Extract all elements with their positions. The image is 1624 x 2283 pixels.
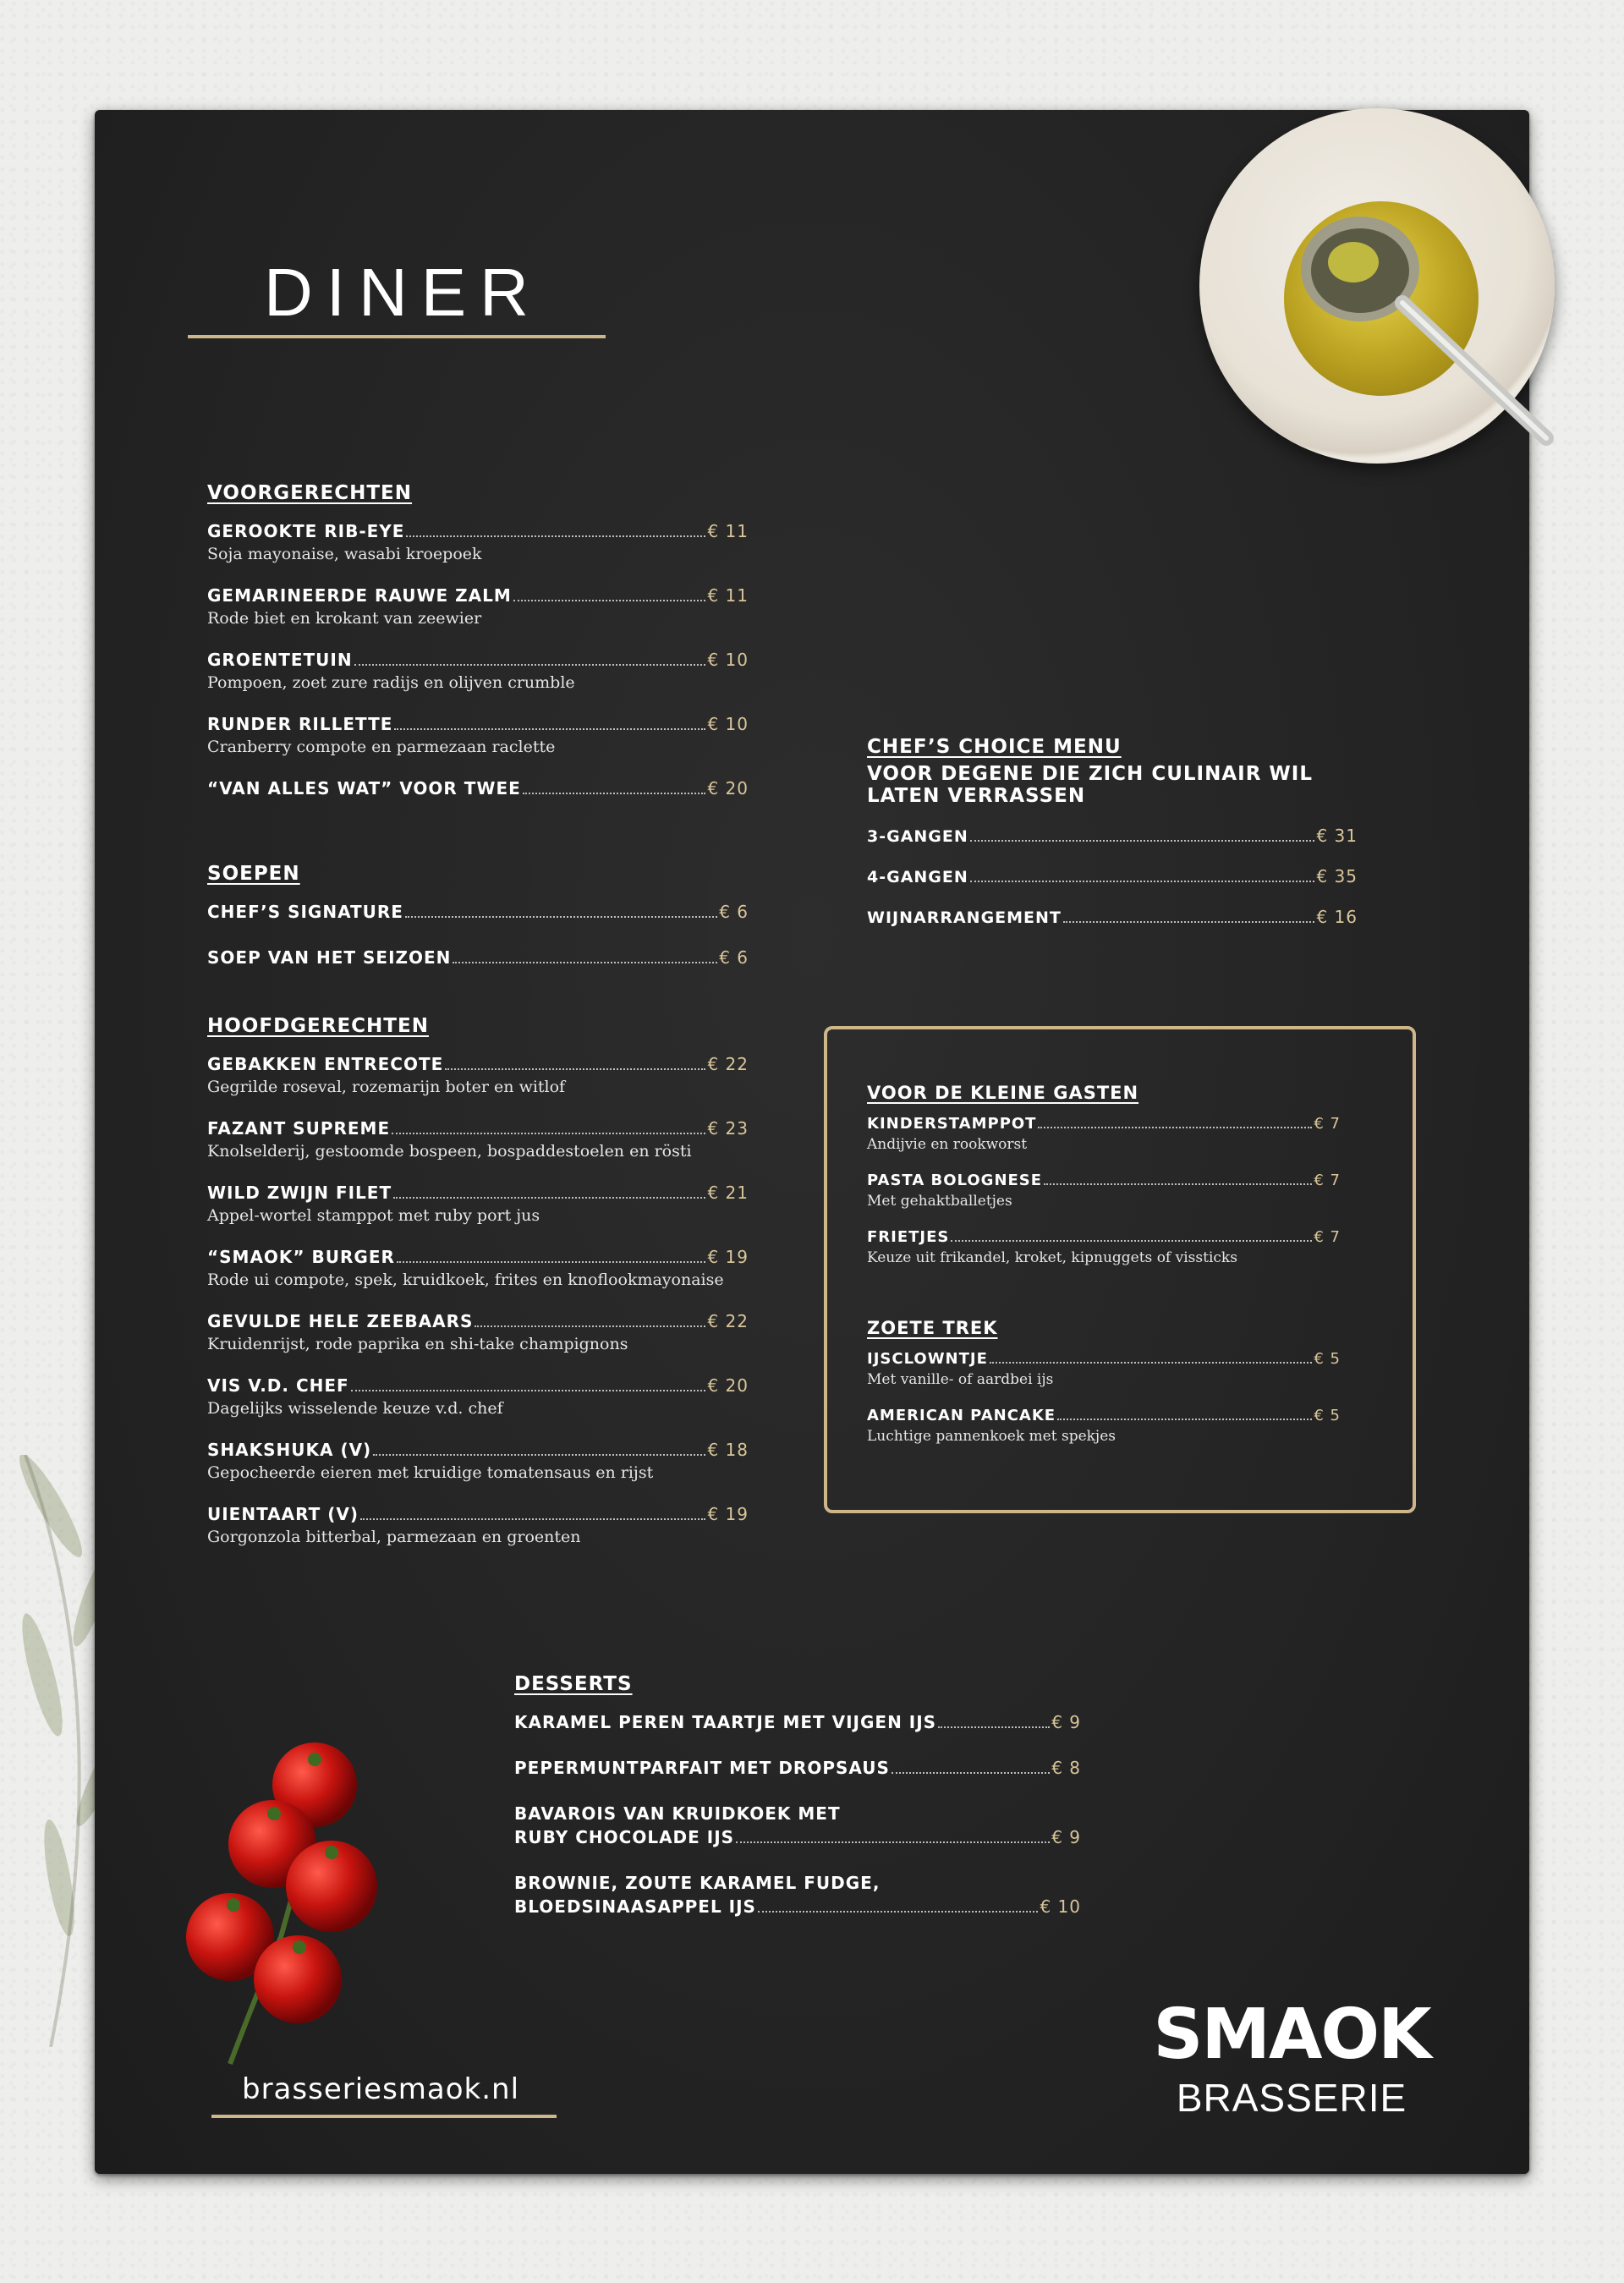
menu-item <box>867 866 1358 886</box>
item-price: € 5 <box>1314 1350 1341 1368</box>
section-chefs-choice <box>867 736 1358 949</box>
item-name: RUBY CHOCOLADE IJS <box>514 1827 735 1847</box>
item-description: Luchtige pannenkoek met spekjes <box>867 1428 1116 1445</box>
item-price: € 23 <box>707 1118 749 1139</box>
item-name: IJSCLOWNTJE <box>867 1350 988 1368</box>
item-description: Rode ui compote, spek, kruidkoek, frites en knoflookmayonaise <box>207 1270 724 1289</box>
section-heading: SOEPEN <box>207 863 300 885</box>
section-voorgerechten <box>207 482 749 820</box>
item-price: € 7 <box>1314 1115 1341 1133</box>
menu-item <box>867 1172 1341 1210</box>
section-heading: VOOR DE KLEINE GASTEN <box>867 1083 1139 1103</box>
item-name: BLOEDSINAASAPPEL IJS <box>514 1896 756 1917</box>
item-name: KINDERSTAMPPOT <box>867 1115 1037 1133</box>
item-price: € 9 <box>1051 1712 1081 1732</box>
menu-item <box>867 1115 1341 1153</box>
item-name: SHAKSHUKA (V) <box>207 1440 372 1460</box>
item-name: WIJNARRANGEMENT <box>867 908 1062 927</box>
item-price: € 22 <box>707 1054 749 1074</box>
menu-item <box>207 1247 749 1289</box>
item-name: “SMAOK” BURGER <box>207 1247 395 1267</box>
section-heading: CHEF’S CHOICE MENU <box>867 736 1122 758</box>
item-name: GEROOKTE RIB-EYE <box>207 521 405 541</box>
brand-logo <box>1152 1995 1431 2121</box>
section-kleine-gasten <box>867 1083 1341 1285</box>
item-description: Andijvie en rookworst <box>867 1136 1028 1153</box>
item-name: AMERICAN PANCAKE <box>867 1407 1056 1424</box>
item-name: GEVULDE HELE ZEEBAARS <box>207 1311 474 1331</box>
menu-item <box>207 1311 749 1353</box>
item-name: VIS V.D. CHEF <box>207 1375 349 1396</box>
menu-item <box>207 1183 749 1225</box>
item-description: Dagelijks wisselende keuze v.d. chef <box>207 1399 503 1418</box>
section-desserts <box>514 1673 1081 1939</box>
menu-item <box>514 1712 1081 1732</box>
menu-item <box>207 521 749 563</box>
menu-item <box>207 1504 749 1546</box>
olive-oil-bowl-image <box>1199 108 1555 464</box>
item-name: GEBAKKEN ENTRECOTE <box>207 1054 444 1074</box>
item-name: 4-GANGEN <box>867 868 968 886</box>
item-price: € 21 <box>707 1183 749 1203</box>
item-description: Kruidenrijst, rode paprika en shi-take champignons <box>207 1335 628 1353</box>
logo-wordmark: SMAOK <box>1153 1995 1430 2075</box>
menu-item <box>207 585 749 628</box>
item-name: GEMARINEERDE RAUWE ZALM <box>207 585 512 606</box>
menu-item <box>867 1228 1341 1266</box>
menu-item <box>207 1375 749 1418</box>
tomatoes-decoration <box>154 1726 442 2085</box>
website-link[interactable]: brasseriesmaok.nl <box>242 2072 520 2106</box>
item-name: 3-GANGEN <box>867 827 968 846</box>
logo-subtitle: BRASSERIE <box>1176 2076 1407 2120</box>
item-name: FAZANT SUPREME <box>207 1118 391 1139</box>
item-price: € 18 <box>707 1440 749 1460</box>
menu-item <box>514 1873 1081 1917</box>
menu-item <box>514 1803 1081 1847</box>
item-description: Appel-wortel stamppot met ruby port jus <box>207 1206 540 1225</box>
item-price: € 11 <box>707 521 749 541</box>
item-price: € 31 <box>1316 826 1358 846</box>
menu-item <box>867 826 1358 846</box>
item-description: Knolselderij, gestoomde bospeen, bospaddestoelen en rösti <box>207 1142 692 1161</box>
menu-item <box>207 1054 749 1096</box>
item-name: WILD ZWIJN FILET <box>207 1183 392 1203</box>
item-name: SOEP VAN HET SEIZOEN <box>207 947 452 968</box>
item-price: € 6 <box>719 902 749 922</box>
menu-item <box>867 1350 1341 1388</box>
menu-item <box>207 1118 749 1161</box>
item-name: PEPERMUNTPARFAIT MET DROPSAUS <box>514 1758 890 1778</box>
item-name: UIENTAART (V) <box>207 1504 359 1524</box>
item-price: € 11 <box>707 585 749 606</box>
section-soepen <box>207 863 749 990</box>
page-title: DINER <box>264 255 542 330</box>
menu-item <box>207 1440 749 1482</box>
section-hoofdgerechten <box>207 1015 749 1568</box>
item-price: € 20 <box>707 778 749 799</box>
item-description: Keuze uit frikandel, kroket, kipnuggets of vissticks <box>867 1249 1237 1266</box>
menu-item <box>514 1758 1081 1778</box>
item-name: FRIETJES <box>867 1228 950 1246</box>
menu-item <box>207 714 749 756</box>
item-name: PASTA BOLOGNESE <box>867 1172 1043 1189</box>
item-price: € 5 <box>1314 1407 1341 1424</box>
item-name-line1: BAVAROIS VAN KRUIDKOEK MET <box>514 1803 841 1824</box>
section-heading: VOORGERECHTEN <box>207 482 413 504</box>
item-description: Gegrilde roseval, rozemarijn boter en witlof <box>207 1078 566 1096</box>
item-name: GROENTETUIN <box>207 650 353 670</box>
item-description: Gepocheerde eieren met kruidige tomatensaus en rijst <box>207 1463 654 1482</box>
item-description: Soja mayonaise, wasabi kroepoek <box>207 545 482 563</box>
menu-item <box>207 778 749 799</box>
item-price: € 22 <box>707 1311 749 1331</box>
item-price: € 9 <box>1051 1827 1081 1847</box>
section-subheading: VOOR DEGENE DIE ZICH CULINAIR WIL LATEN VERRASSEN <box>867 763 1313 807</box>
item-price: € 19 <box>707 1504 749 1524</box>
item-price: € 35 <box>1316 866 1358 886</box>
item-price: € 19 <box>707 1247 749 1267</box>
menu-item <box>867 1407 1341 1445</box>
item-price: € 10 <box>707 714 749 734</box>
item-description: Cranberry compote en parmezaan raclette <box>207 738 556 756</box>
title-underline <box>188 335 606 338</box>
section-heading: ZOETE TREK <box>867 1318 998 1338</box>
item-description: Met vanille- of aardbei ijs <box>867 1371 1054 1388</box>
section-zoete-trek <box>867 1318 1341 1463</box>
item-description: Met gehaktballetjes <box>867 1193 1012 1210</box>
item-price: € 20 <box>707 1375 749 1396</box>
item-price: € 7 <box>1314 1172 1341 1189</box>
menu-item <box>207 650 749 692</box>
item-description: Rode biet en krokant van zeewier <box>207 609 482 628</box>
item-price: € 10 <box>707 650 749 670</box>
item-price: € 10 <box>1040 1896 1081 1917</box>
menu-item <box>867 907 1358 927</box>
item-name: RUNDER RILLETTE <box>207 714 393 734</box>
item-price: € 7 <box>1314 1228 1341 1246</box>
menu-item <box>207 947 749 968</box>
item-name: “VAN ALLES WAT” VOOR TWEE <box>207 778 521 799</box>
item-description: Pompoen, zoet zure radijs en olijven crumble <box>207 673 575 692</box>
item-name: CHEF’S SIGNATURE <box>207 902 403 922</box>
section-heading: DESSERTS <box>514 1673 633 1695</box>
item-price: € 6 <box>719 947 749 968</box>
item-name: KARAMEL PEREN TAARTJE MET VIJGEN IJS <box>514 1712 937 1732</box>
website-underline <box>211 2115 557 2118</box>
section-heading: HOOFDGERECHTEN <box>207 1015 429 1037</box>
item-description: Gorgonzola bitterbal, parmezaan en groenten <box>207 1528 581 1546</box>
item-name-line1: BROWNIE, ZOUTE KARAMEL FUDGE, <box>514 1873 881 1893</box>
item-price: € 16 <box>1316 907 1358 927</box>
menu-item <box>207 902 749 922</box>
item-price: € 8 <box>1051 1758 1081 1778</box>
